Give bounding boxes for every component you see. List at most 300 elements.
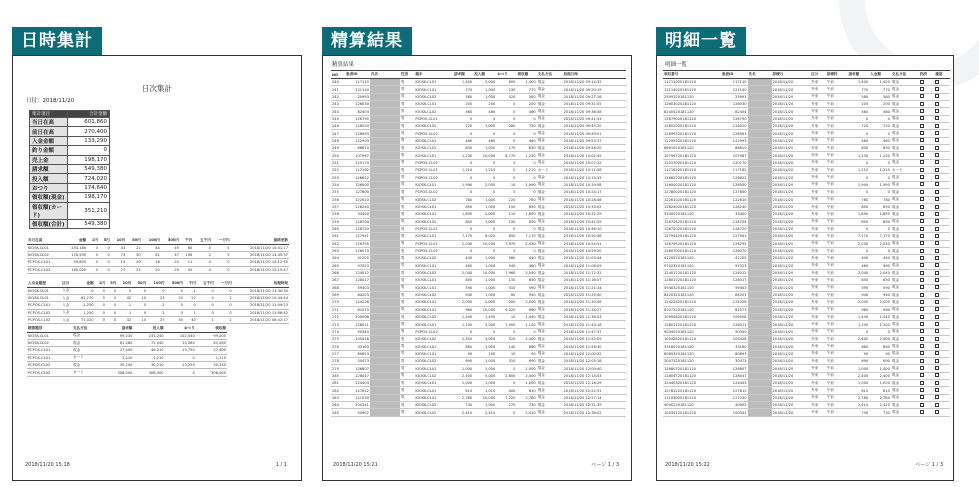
payment-method-cell: 現金 <box>537 402 563 409</box>
table-cell: 20 <box>166 294 184 301</box>
table-cell: 0 <box>147 287 165 294</box>
sex-cell: 男 <box>400 306 415 313</box>
amount-cell: 1,990 <box>869 181 891 188</box>
name-cell-redacted <box>748 181 772 188</box>
header-cell: 投入額 <box>133 325 164 332</box>
table-cell: 現金 <box>72 362 102 369</box>
department-cell: 午前 <box>826 225 848 232</box>
name-cell-redacted <box>370 343 400 350</box>
payment-method-cell: 現金 <box>891 262 919 269</box>
page-number: ページ 1 / 3 <box>591 462 619 468</box>
amount-cell: 2,000 <box>473 181 496 188</box>
terminal-cell: KIOSK-CL02 <box>414 336 453 343</box>
amount-cell: 460 <box>847 262 869 269</box>
category-cell: 外来 <box>810 137 826 144</box>
table-cell: PCPOS-CL02 <box>27 309 61 316</box>
receipt-no-cell: 8069320181120 <box>663 350 721 357</box>
patient-id-cell: 120170 <box>721 159 748 166</box>
table-cell: 75,040 <box>133 339 164 346</box>
amount-cell: 780 <box>453 196 473 203</box>
sex-cell: 男 <box>400 255 415 262</box>
table-row <box>331 240 626 247</box>
confirmed-checkbox <box>934 247 950 254</box>
amount-cell: 610 <box>847 387 869 394</box>
table-cell: 0 <box>166 309 184 316</box>
amount-cell: 400 <box>496 387 516 394</box>
patient-id-cell: 127612 <box>345 387 370 394</box>
table-cell: 308,000 <box>102 369 133 376</box>
table-row <box>331 225 626 232</box>
payment-method-cell: 現金 <box>537 115 563 122</box>
confirmed-checkbox <box>934 196 950 203</box>
checkbox-icon <box>920 403 924 407</box>
name-cell-redacted <box>748 108 772 115</box>
table-cell: 0 <box>95 287 106 294</box>
patient-id-cell: 107967 <box>721 152 748 159</box>
sex-cell: 男 <box>400 145 415 152</box>
table-cell: 2 <box>215 317 233 324</box>
datetime-cell: 2018/11/20 09:53:37 <box>563 137 626 144</box>
table-row <box>663 372 950 379</box>
payment-method-cell: 現金 <box>891 350 919 357</box>
amount-cell: 1,230 <box>869 152 891 159</box>
category-cell: 外来 <box>810 159 826 166</box>
table-cell: 0 <box>95 294 106 301</box>
settled-checkbox <box>919 218 935 225</box>
settled-checkbox <box>919 365 935 372</box>
department-cell: 午前 <box>826 145 848 152</box>
amount-cell: 1,990 <box>453 181 473 188</box>
payment-method-cell: 現金 <box>891 314 919 321</box>
category-cell: 外来 <box>810 247 826 254</box>
amount-cell: 610 <box>516 387 536 394</box>
table-row <box>663 358 950 365</box>
table-cell: 0 <box>193 259 212 266</box>
checkbox-icon <box>920 249 924 253</box>
datetime-cell: 2018/11/20 11:30:06 <box>563 299 626 306</box>
terminal-cell: PCPOS-CL02 <box>414 328 453 335</box>
header-cell: 性別 <box>400 71 415 79</box>
confirmed-checkbox <box>934 343 950 350</box>
patient-id-cell: 126807 <box>721 365 748 372</box>
patient-id-cell: 124228 <box>345 299 370 306</box>
checkbox-icon <box>920 263 924 267</box>
amount-cell: 1,440 <box>869 314 891 321</box>
table-cell: KIOSK-CL01 <box>27 287 61 294</box>
checkbox-icon <box>935 388 939 392</box>
table-cell: PCPOS-CL01 <box>27 259 63 266</box>
payment-method-cell: 現金 <box>891 343 919 350</box>
table-cell: PCPOS-CL01 <box>27 302 61 309</box>
summary-value: 270,400 <box>68 127 110 136</box>
amount-cell: 0 <box>453 189 473 196</box>
table-row <box>331 328 626 335</box>
confirmed-checkbox <box>934 152 950 159</box>
amount-cell: 0 <box>496 409 516 416</box>
detail-document <box>656 55 954 481</box>
receipt-no-cell: 3316020181120 <box>663 343 721 350</box>
summary-row <box>30 118 110 127</box>
no-cell: 268 <box>331 284 345 291</box>
department-cell: 午前 <box>826 321 848 328</box>
amount-cell: 0 <box>473 130 496 137</box>
daily-summary-document <box>12 55 302 481</box>
table-cell: 0 <box>106 302 117 309</box>
amount-cell: 1,000 <box>473 145 496 152</box>
summary-label: 領収額(現金) <box>30 193 68 202</box>
checkbox-icon <box>935 359 939 363</box>
summary-row <box>30 202 110 219</box>
amount-cell: 0 <box>847 189 869 196</box>
table-row <box>663 145 950 152</box>
name-cell-redacted <box>370 328 400 335</box>
table-row <box>331 314 626 321</box>
table-row <box>27 259 289 266</box>
checkbox-icon <box>935 131 939 135</box>
date-cell: 2018/11/20 <box>772 291 811 298</box>
payment-method-cell: 現金 <box>537 269 563 276</box>
no-cell: 282 <box>331 387 345 394</box>
date-row <box>26 96 74 104</box>
amount-cell: 770 <box>847 86 869 93</box>
name-cell-redacted <box>748 284 772 291</box>
table-cell: 61,280 <box>102 339 133 346</box>
checkbox-icon <box>935 87 939 91</box>
department-cell: 午前 <box>826 233 848 240</box>
date-cell: 2018/11/20 <box>772 358 811 365</box>
table-header-row <box>663 71 950 79</box>
confirmed-checkbox <box>934 277 950 284</box>
payment-method-cell: 現金 <box>891 365 919 372</box>
patient-id-cell: 121140 <box>345 86 370 93</box>
settled-checkbox <box>919 262 935 269</box>
table-cell: 61 <box>142 251 161 258</box>
amount-cell: 0 <box>847 115 869 122</box>
amount-cell: 0 <box>869 225 891 232</box>
datetime-cell: 2018/11/20 09:20:19 <box>563 86 626 93</box>
amount-cell: 850 <box>453 218 473 225</box>
sex-cell: 男 <box>400 196 415 203</box>
amount-cell: 1,210 <box>869 167 891 174</box>
patient-id-cell: 117162 <box>345 167 370 174</box>
amount-cell: 2,400 <box>847 372 869 379</box>
name-cell-redacted <box>748 79 772 86</box>
table-row <box>331 115 626 122</box>
amount-cell: 460 <box>516 262 536 269</box>
table-cell: PCPOS-CL02 <box>27 266 63 273</box>
print-timestamp: 2018/11/20 15:18 <box>25 462 70 468</box>
table-cell: 0 <box>197 294 215 301</box>
amount-cell: 860 <box>516 343 536 350</box>
amount-cell: 1,890 <box>453 211 473 218</box>
payment-method-cell: カード <box>891 167 919 174</box>
name-cell-redacted <box>370 409 400 416</box>
checkbox-icon <box>920 109 924 113</box>
datetime-cell: 2018/11/20 12:18:29 <box>563 380 626 387</box>
sex-cell: 男 <box>400 79 415 86</box>
table-row <box>663 306 950 313</box>
datetime-cell: 2018/11/20 10:33:02 <box>563 203 626 210</box>
amount-cell: 2,410 <box>847 402 869 409</box>
checkbox-icon <box>920 300 924 304</box>
amount-cell: 2,780 <box>847 394 869 401</box>
payment-method-cell: 現金 <box>891 358 919 365</box>
department-cell: 午前 <box>826 328 848 335</box>
department-cell: 午前 <box>826 277 848 284</box>
table-cell: 29 <box>161 266 180 273</box>
payment-method-cell: 現金 <box>891 328 919 335</box>
receipt-no-cell: 12802020181120 <box>663 123 721 130</box>
table-row <box>331 167 626 174</box>
amount-cell: 1,210 <box>516 167 536 174</box>
amount-cell: 1,400 <box>453 79 473 86</box>
patient-id-cell: 126070 <box>345 247 370 254</box>
terminal-cell: KIOSK-CL01 <box>414 152 453 159</box>
amount-cell: 0 <box>453 159 473 166</box>
datetime-cell: 2018/11/20 09:58:20 <box>563 145 626 152</box>
datetime-cell: 2018/11/20 12:31:39 <box>563 402 626 409</box>
payment-method-cell: 現金 <box>891 225 919 232</box>
terminal-cell: KIOSK-CL02 <box>414 291 453 298</box>
department-cell: 午前 <box>826 174 848 181</box>
amount-cell: 540 <box>496 262 516 269</box>
date-cell: 2018/11/20 <box>772 145 811 152</box>
name-cell-redacted <box>748 115 772 122</box>
name-cell-redacted <box>370 269 400 276</box>
sex-cell: 男 <box>400 402 415 409</box>
patient-id-cell: 127800 <box>345 189 370 196</box>
header-cell: 入金額 <box>869 71 891 79</box>
header-cell: 患者ID <box>721 71 748 79</box>
table-cell: 22 <box>126 244 141 251</box>
date-cell: 2018/11/20 <box>772 93 811 100</box>
confirmed-checkbox <box>934 402 950 409</box>
amount-cell: 1,000 <box>516 365 536 372</box>
summary-value: 133,290 <box>68 136 110 145</box>
patient-id-cell: 124403 <box>721 380 748 387</box>
amount-cell: 2,400 <box>453 336 473 343</box>
amount-cell: 2,000 <box>847 299 869 306</box>
amount-cell: 1,890 <box>869 211 891 218</box>
no-cell: 259 <box>331 218 345 225</box>
payment-method-cell: 現金 <box>537 262 563 269</box>
table-cell: 30,240 <box>102 362 133 369</box>
patient-id-cell: 126000 <box>721 181 748 188</box>
payment-method-cell: 現金 <box>891 137 919 144</box>
confirmed-checkbox <box>934 225 950 232</box>
name-cell-redacted <box>748 93 772 100</box>
amount-cell: 580 <box>453 93 473 100</box>
header-cell: 領収額 <box>196 325 227 332</box>
table-cell: 102,040 <box>165 332 196 339</box>
amount-cell: 410 <box>496 284 516 291</box>
table-header-row <box>27 280 289 287</box>
table-cell: 46,210 <box>133 347 164 354</box>
date-cell: 2018/11/20 <box>772 343 811 350</box>
no-cell: 257 <box>331 203 345 210</box>
datetime-cell: 2018/11/20 10:07:12 <box>563 159 626 166</box>
table-cell: 30,240 <box>196 362 227 369</box>
table-cell: 0 <box>165 354 196 361</box>
checkbox-icon <box>920 285 924 289</box>
patient-id-cell: 128047 <box>345 372 370 379</box>
amount-cell: 690 <box>847 358 869 365</box>
table-cell: 2018/11/20 14:45:37 <box>231 251 289 258</box>
datetime-cell: 2018/11/20 12:14:03 <box>563 372 626 379</box>
table-row <box>331 203 626 210</box>
amount-cell: 720 <box>847 123 869 130</box>
amount-cell: 780 <box>516 196 536 203</box>
name-cell-redacted <box>748 372 772 379</box>
amount-cell: 2,000 <box>516 299 536 306</box>
amount-cell: 0 <box>496 225 516 232</box>
no-cell: 284 <box>331 402 345 409</box>
datetime-cell: 2018/11/20 10:19:58 <box>563 181 626 188</box>
date-cell: 2018/11/20 <box>772 108 811 115</box>
date-cell: 2018/11/20 <box>772 196 811 203</box>
table-row <box>331 137 626 144</box>
table-row <box>663 284 950 291</box>
header-cell: 診療日 <box>772 71 811 79</box>
table-cell: 0 <box>184 302 197 309</box>
terminal-cell: PCPOS-CL02 <box>414 130 453 137</box>
department-cell: 午前 <box>826 240 848 247</box>
name-cell-redacted <box>748 86 772 93</box>
amount-cell: 1,400 <box>516 79 536 86</box>
date-cell: 2018/11/20 <box>772 115 811 122</box>
checkbox-icon <box>935 366 939 370</box>
amount-cell: 730 <box>453 402 473 409</box>
checkbox-icon <box>920 197 924 201</box>
patient-id-cell: 117110 <box>345 79 370 86</box>
date-cell: 2018/11/20 <box>772 394 811 401</box>
datetime-cell: 2018/11/20 10:46:10 <box>563 225 626 232</box>
table-row <box>331 336 626 343</box>
checkbox-icon <box>935 395 939 399</box>
checkbox-icon <box>920 80 924 84</box>
amount-cell: 1,000 <box>473 343 496 350</box>
sex-cell: 男 <box>400 380 415 387</box>
amount-cell: 100 <box>473 350 496 357</box>
patient-id-cell: 121030 <box>721 394 748 401</box>
confirmed-checkbox <box>934 328 950 335</box>
checkbox-icon <box>935 212 939 216</box>
summary-row <box>30 174 110 183</box>
date-cell: 2018/11/20 <box>772 167 811 174</box>
table-row <box>331 255 626 262</box>
datetime-cell: 2018/11/20 11:38:53 <box>563 314 626 321</box>
settled-checkbox <box>919 167 935 174</box>
amount-cell: 1,000 <box>847 380 869 387</box>
amount-cell: 440 <box>869 255 891 262</box>
amount-cell: 610 <box>453 387 473 394</box>
settled-checkbox <box>919 306 935 313</box>
receipt-no-cell: 12114020181120 <box>663 86 721 93</box>
table-cell: 49 <box>161 244 180 251</box>
table-row <box>663 130 950 137</box>
date-cell: 2018/11/20 <box>772 159 811 166</box>
amount-cell: 200 <box>473 101 496 108</box>
no-cell: 275 <box>331 336 345 343</box>
payment-method-cell: 現金 <box>537 321 563 328</box>
confirmed-checkbox <box>934 93 950 100</box>
amount-cell: 860 <box>453 343 473 350</box>
patient-id-cell: 122993 <box>721 137 748 144</box>
summary-label: 領収額(カード) <box>30 202 68 219</box>
confirmed-checkbox <box>934 321 950 328</box>
amount-cell: 0 <box>516 130 536 137</box>
patient-id-cell: 128240 <box>345 203 370 210</box>
table-row <box>27 369 227 376</box>
category-cell: 外来 <box>810 409 826 416</box>
receipt-no-cell: 5940320181120 <box>663 284 721 291</box>
checkbox-icon <box>935 109 939 113</box>
patient-id-cell: 126622 <box>345 174 370 181</box>
amount-cell: 0 <box>516 189 536 196</box>
checkbox-icon <box>935 249 939 253</box>
date-label: 日付： <box>26 98 43 104</box>
payment-method-cell: 現金 <box>537 189 563 196</box>
table-cell: 99,230 <box>102 332 133 339</box>
amount-cell: 850 <box>453 203 473 210</box>
amount-cell: 1,000 <box>869 380 891 387</box>
amount-cell: 940 <box>516 291 536 298</box>
category-cell: 外来 <box>810 167 826 174</box>
table-row <box>331 350 626 357</box>
name-cell-redacted <box>370 372 400 379</box>
header-cell: 五千円 <box>193 237 212 244</box>
table-cell: -1 <box>184 287 197 294</box>
amount-cell: 600 <box>496 79 516 86</box>
table-cell: 0 <box>87 259 99 266</box>
name-cell-redacted <box>748 343 772 350</box>
table-row <box>663 402 950 409</box>
amount-cell: 200 <box>453 101 473 108</box>
patient-id-cell: 97023 <box>721 262 748 269</box>
receipt-no-cell: 8240420181120 <box>663 108 721 115</box>
table-cell: 106 <box>180 251 193 258</box>
department-cell: 午前 <box>826 299 848 306</box>
header-cell: 投入額 <box>473 71 496 79</box>
name-cell-redacted <box>370 93 400 100</box>
category-cell: 外来 <box>810 291 826 298</box>
settled-checkbox <box>919 174 935 181</box>
receipt-no-cell: 9702320181120 <box>663 262 721 269</box>
receipt-no-cell: 6661020181120 <box>663 145 721 152</box>
settlement-badge: 精算結果 <box>322 27 412 55</box>
checkbox-icon <box>935 329 939 333</box>
checkbox-icon <box>920 190 924 194</box>
amount-cell: 2,000 <box>453 299 473 306</box>
patient-id-cell: 126993 <box>721 130 748 137</box>
sex-cell: 男 <box>400 203 415 210</box>
department-cell: 午前 <box>826 189 848 196</box>
summary-label: 売上金 <box>30 155 68 164</box>
amount-cell: 1,000 <box>473 203 496 210</box>
amount-cell: 830 <box>869 145 891 152</box>
table-cell: 1,250 <box>74 309 94 316</box>
table-row <box>331 218 626 225</box>
checkbox-icon <box>935 197 939 201</box>
payment-method-cell: 現金 <box>537 108 563 115</box>
amount-cell: 1,100 <box>516 321 536 328</box>
amount-cell: 1,100 <box>453 321 473 328</box>
checkbox-icon <box>935 190 939 194</box>
receipt-no-cell: 12679020181120 <box>663 115 721 122</box>
name-cell-redacted <box>748 130 772 137</box>
amount-cell: 1,230 <box>847 152 869 159</box>
amount-cell: 170 <box>496 145 516 152</box>
